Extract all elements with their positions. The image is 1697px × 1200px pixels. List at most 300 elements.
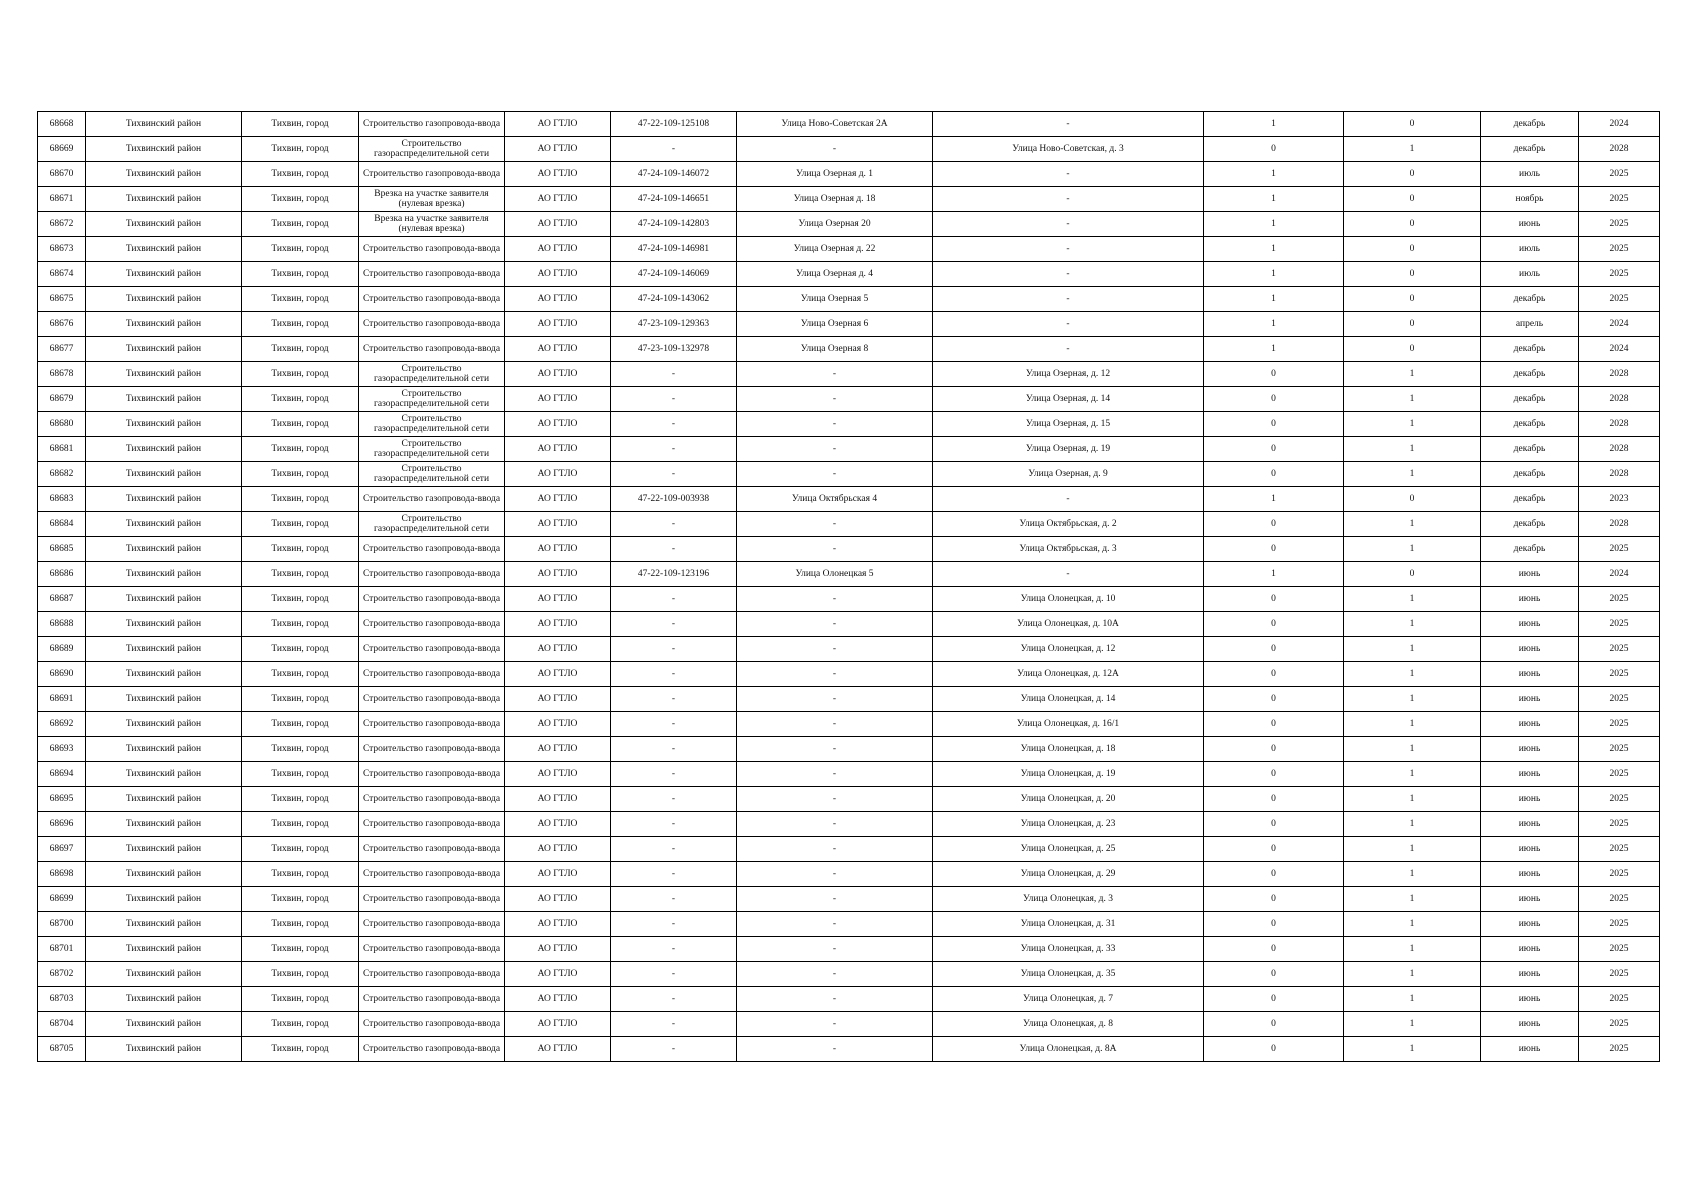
cell-year: 2025 [1579,862,1660,887]
cell-id: 68674 [38,262,86,287]
cell-application-code: 47-24-109-142803 [611,212,737,237]
cell-work-type: Строительство газораспределительной сети [359,387,505,412]
cell-address-network: Улица Озерная, д. 19 [933,437,1204,462]
cell-application-code: 47-22-109-125108 [611,112,737,137]
cell-count-network: 1 [1344,912,1481,937]
cell-settlement: Тихвин, город [242,412,359,437]
cell-id: 68704 [38,1012,86,1037]
cell-address-network: Улица Олонецкая, д. 14 [933,687,1204,712]
cell-count-connection: 0 [1204,412,1344,437]
cell-count-connection: 1 [1204,262,1344,287]
cell-month: июнь [1481,737,1579,762]
cell-count-network: 1 [1344,437,1481,462]
cell-count-network: 1 [1344,987,1481,1012]
cell-count-network: 1 [1344,1037,1481,1062]
table-row [38,762,1660,787]
table-row [38,387,1660,412]
cell-district: Тихвинский район [86,937,242,962]
cell-month: декабрь [1481,487,1579,512]
cell-organization: АО ГТЛО [505,987,611,1012]
cell-work-type: Строительство газопровода-ввода [359,887,505,912]
cell-address-connection: - [737,587,933,612]
cell-work-type: Строительство газопровода-ввода [359,812,505,837]
cell-count-connection: 0 [1204,512,1344,537]
cell-settlement: Тихвин, город [242,437,359,462]
cell-organization: АО ГТЛО [505,687,611,712]
cell-application-code: - [611,637,737,662]
cell-organization: АО ГТЛО [505,162,611,187]
cell-district: Тихвинский район [86,737,242,762]
cell-month: июнь [1481,612,1579,637]
cell-id: 68683 [38,487,86,512]
cell-count-network: 0 [1344,237,1481,262]
cell-count-connection: 1 [1204,487,1344,512]
cell-id: 68671 [38,187,86,212]
cell-application-code: 47-22-109-003938 [611,487,737,512]
cell-count-network: 1 [1344,587,1481,612]
cell-year: 2025 [1579,162,1660,187]
cell-organization: АО ГТЛО [505,712,611,737]
cell-count-network: 1 [1344,612,1481,637]
cell-application-code: - [611,662,737,687]
cell-district: Тихвинский район [86,262,242,287]
cell-month: июнь [1481,662,1579,687]
cell-count-connection: 1 [1204,312,1344,337]
cell-year: 2025 [1579,962,1660,987]
cell-organization: АО ГТЛО [505,912,611,937]
cell-id: 68680 [38,412,86,437]
cell-work-type: Строительство газопровода-ввода [359,162,505,187]
cell-year: 2025 [1579,912,1660,937]
cell-settlement: Тихвин, город [242,537,359,562]
cell-work-type: Строительство газораспределительной сети [359,512,505,537]
cell-settlement: Тихвин, город [242,862,359,887]
cell-settlement: Тихвин, город [242,987,359,1012]
cell-address-network: - [933,562,1204,587]
cell-address-network: Улица Олонецкая, д. 7 [933,987,1204,1012]
cell-count-connection: 1 [1204,212,1344,237]
cell-year: 2025 [1579,837,1660,862]
cell-month: июль [1481,262,1579,287]
cell-organization: АО ГТЛО [505,137,611,162]
table-row [38,312,1660,337]
cell-address-connection: - [737,712,933,737]
cell-year: 2028 [1579,512,1660,537]
cell-settlement: Тихвин, город [242,787,359,812]
cell-address-network: Улица Олонецкая, д. 25 [933,837,1204,862]
cell-address-connection: - [737,662,933,687]
cell-month: декабрь [1481,537,1579,562]
cell-month: июнь [1481,887,1579,912]
cell-count-network: 0 [1344,112,1481,137]
cell-id: 68688 [38,612,86,637]
cell-settlement: Тихвин, город [242,512,359,537]
cell-count-connection: 0 [1204,537,1344,562]
cell-settlement: Тихвин, город [242,287,359,312]
cell-year: 2025 [1579,212,1660,237]
cell-address-network: - [933,487,1204,512]
cell-district: Тихвинский район [86,487,242,512]
cell-settlement: Тихвин, город [242,912,359,937]
cell-application-code: - [611,837,737,862]
cell-address-network: Улица Олонецкая, д. 35 [933,962,1204,987]
cell-address-connection: Улица Озерная 20 [737,212,933,237]
cell-month: июнь [1481,1037,1579,1062]
cell-count-network: 1 [1344,737,1481,762]
cell-organization: АО ГТЛО [505,387,611,412]
cell-count-connection: 1 [1204,337,1344,362]
cell-address-network: Улица Озерная, д. 14 [933,387,1204,412]
cell-address-connection: Улица Озерная д. 22 [737,237,933,262]
cell-work-type: Строительство газопровода-ввода [359,687,505,712]
cell-address-network: - [933,337,1204,362]
table-row [38,787,1660,812]
cell-address-connection: - [737,437,933,462]
cell-organization: АО ГТЛО [505,962,611,987]
table-row [38,562,1660,587]
cell-count-connection: 0 [1204,662,1344,687]
cell-year: 2023 [1579,487,1660,512]
cell-address-connection: - [737,762,933,787]
cell-application-code: 47-24-109-146069 [611,262,737,287]
cell-count-network: 1 [1344,687,1481,712]
cell-address-connection: - [737,1012,933,1037]
cell-application-code: 47-24-109-146651 [611,187,737,212]
cell-district: Тихвинский район [86,112,242,137]
cell-work-type: Строительство газопровода-ввода [359,312,505,337]
table-row [38,937,1660,962]
cell-work-type: Строительство газораспределительной сети [359,362,505,387]
cell-organization: АО ГТЛО [505,862,611,887]
cell-district: Тихвинский район [86,687,242,712]
cell-settlement: Тихвин, город [242,462,359,487]
cell-work-type: Строительство газораспределительной сети [359,412,505,437]
cell-application-code: - [611,887,737,912]
cell-id: 68676 [38,312,86,337]
cell-count-connection: 1 [1204,162,1344,187]
document-page [37,111,1659,1062]
cell-work-type: Строительство газопровода-ввода [359,1037,505,1062]
cell-district: Тихвинский район [86,1012,242,1037]
cell-month: июнь [1481,1012,1579,1037]
cell-month: декабрь [1481,287,1579,312]
cell-address-network: Улица Олонецкая, д. 12А [933,662,1204,687]
cell-work-type: Строительство газопровода-ввода [359,537,505,562]
cell-id: 68686 [38,562,86,587]
cell-address-network: Улица Олонецкая, д. 20 [933,787,1204,812]
cell-organization: АО ГТЛО [505,337,611,362]
cell-district: Тихвинский район [86,237,242,262]
table-row [38,687,1660,712]
cell-address-connection: - [737,412,933,437]
table-row [38,187,1660,212]
cell-month: июнь [1481,837,1579,862]
cell-id: 68668 [38,112,86,137]
cell-organization: АО ГТЛО [505,287,611,312]
cell-month: декабрь [1481,112,1579,137]
cell-settlement: Тихвин, город [242,162,359,187]
cell-address-connection: - [737,387,933,412]
cell-id: 68694 [38,762,86,787]
cell-application-code: - [611,387,737,412]
cell-district: Тихвинский район [86,412,242,437]
cell-address-network: - [933,237,1204,262]
cell-application-code: - [611,537,737,562]
cell-month: июнь [1481,637,1579,662]
cell-count-network: 1 [1344,512,1481,537]
cell-address-connection: Улица Октябрьская 4 [737,487,933,512]
cell-count-network: 1 [1344,862,1481,887]
cell-settlement: Тихвин, город [242,112,359,137]
cell-address-connection: - [737,862,933,887]
cell-address-connection: Улица Озерная 6 [737,312,933,337]
cell-district: Тихвинский район [86,287,242,312]
table-row [38,137,1660,162]
cell-address-network: Улица Олонецкая, д. 10 [933,587,1204,612]
cell-count-network: 1 [1344,662,1481,687]
cell-address-network: - [933,312,1204,337]
cell-count-connection: 0 [1204,387,1344,412]
cell-year: 2025 [1579,1037,1660,1062]
table-row [38,162,1660,187]
cell-id: 68673 [38,237,86,262]
cell-address-connection: - [737,887,933,912]
cell-year: 2025 [1579,537,1660,562]
cell-organization: АО ГТЛО [505,512,611,537]
cell-count-connection: 0 [1204,787,1344,812]
cell-id: 68705 [38,1037,86,1062]
cell-count-connection: 0 [1204,1037,1344,1062]
cell-count-connection: 0 [1204,462,1344,487]
cell-application-code: 47-22-109-123196 [611,562,737,587]
cell-address-network: Улица Олонецкая, д. 8 [933,1012,1204,1037]
cell-month: июнь [1481,987,1579,1012]
cell-count-network: 1 [1344,537,1481,562]
cell-count-network: 0 [1344,187,1481,212]
cell-settlement: Тихвин, город [242,762,359,787]
cell-address-connection: - [737,637,933,662]
cell-address-connection: - [737,987,933,1012]
cell-settlement: Тихвин, город [242,812,359,837]
cell-organization: АО ГТЛО [505,362,611,387]
cell-month: июнь [1481,762,1579,787]
cell-count-connection: 0 [1204,812,1344,837]
cell-address-connection: - [737,937,933,962]
cell-year: 2025 [1579,687,1660,712]
cell-address-connection: - [737,912,933,937]
cell-id: 68689 [38,637,86,662]
table-row [38,337,1660,362]
cell-id: 68690 [38,662,86,687]
cell-month: июнь [1481,812,1579,837]
cell-month: апрель [1481,312,1579,337]
cell-settlement: Тихвин, город [242,237,359,262]
cell-settlement: Тихвин, город [242,137,359,162]
cell-address-connection: Улица Ново-Советская 2А [737,112,933,137]
cell-count-network: 0 [1344,337,1481,362]
cell-address-connection: - [737,137,933,162]
cell-address-network: Улица Олонецкая, д. 19 [933,762,1204,787]
cell-organization: АО ГТЛО [505,612,611,637]
cell-settlement: Тихвин, город [242,737,359,762]
cell-settlement: Тихвин, город [242,687,359,712]
cell-application-code: - [611,687,737,712]
cell-settlement: Тихвин, город [242,887,359,912]
cell-district: Тихвинский район [86,512,242,537]
table-row [38,237,1660,262]
cell-work-type: Строительство газопровода-ввода [359,737,505,762]
cell-year: 2028 [1579,412,1660,437]
table-row [38,1012,1660,1037]
cell-year: 2025 [1579,887,1660,912]
cell-month: декабрь [1481,462,1579,487]
cell-count-network: 1 [1344,362,1481,387]
cell-count-network: 0 [1344,162,1481,187]
table-row [38,487,1660,512]
cell-district: Тихвинский район [86,862,242,887]
cell-settlement: Тихвин, город [242,1037,359,1062]
cell-month: июнь [1481,862,1579,887]
cell-id: 68692 [38,712,86,737]
cell-organization: АО ГТЛО [505,487,611,512]
cell-district: Тихвинский район [86,587,242,612]
cell-year: 2025 [1579,762,1660,787]
cell-count-network: 1 [1344,137,1481,162]
cell-district: Тихвинский район [86,162,242,187]
cell-month: декабрь [1481,387,1579,412]
cell-id: 68697 [38,837,86,862]
cell-count-network: 1 [1344,387,1481,412]
cell-address-connection: - [737,462,933,487]
cell-application-code: - [611,737,737,762]
cell-work-type: Строительство газопровода-ввода [359,487,505,512]
cell-address-connection: - [737,837,933,862]
cell-count-connection: 0 [1204,1012,1344,1037]
cell-year: 2024 [1579,337,1660,362]
cell-count-network: 1 [1344,787,1481,812]
cell-work-type: Строительство газопровода-ввода [359,662,505,687]
cell-settlement: Тихвин, город [242,362,359,387]
cell-year: 2025 [1579,1012,1660,1037]
table-row [38,362,1660,387]
cell-count-connection: 0 [1204,912,1344,937]
cell-district: Тихвинский район [86,187,242,212]
cell-year: 2025 [1579,712,1660,737]
cell-settlement: Тихвин, город [242,937,359,962]
cell-address-connection: Улица Озерная д. 18 [737,187,933,212]
cell-count-connection: 0 [1204,837,1344,862]
cell-organization: АО ГТЛО [505,462,611,487]
cell-organization: АО ГТЛО [505,937,611,962]
cell-district: Тихвинский район [86,787,242,812]
table-row [38,862,1660,887]
cell-month: июнь [1481,212,1579,237]
cell-work-type: Строительство газопровода-ввода [359,587,505,612]
cell-id: 68685 [38,537,86,562]
cell-id: 68669 [38,137,86,162]
cell-year: 2025 [1579,937,1660,962]
cell-address-network: Улица Олонецкая, д. 23 [933,812,1204,837]
table-row [38,812,1660,837]
cell-work-type: Врезка на участке заявителя (нулевая врезка) [359,187,505,212]
cell-count-connection: 0 [1204,137,1344,162]
cell-district: Тихвинский район [86,887,242,912]
cell-count-connection: 0 [1204,712,1344,737]
cell-settlement: Тихвин, город [242,637,359,662]
table-row [38,962,1660,987]
cell-id: 68691 [38,687,86,712]
cell-application-code: - [611,137,737,162]
cell-work-type: Строительство газопровода-ввода [359,637,505,662]
cell-settlement: Тихвин, город [242,712,359,737]
table-row [38,112,1660,137]
cell-application-code: - [611,412,737,437]
cell-count-network: 0 [1344,212,1481,237]
cell-count-network: 1 [1344,462,1481,487]
table-row [38,287,1660,312]
cell-month: июль [1481,237,1579,262]
cell-year: 2024 [1579,112,1660,137]
cell-address-network: Улица Олонецкая, д. 31 [933,912,1204,937]
cell-district: Тихвинский район [86,437,242,462]
cell-address-network: Улица Октябрьская, д. 2 [933,512,1204,537]
cell-count-network: 1 [1344,637,1481,662]
cell-application-code: 47-24-109-146981 [611,237,737,262]
cell-application-code: - [611,462,737,487]
cell-address-network: Улица Ново-Советская, д. 3 [933,137,1204,162]
cell-count-connection: 0 [1204,887,1344,912]
cell-organization: АО ГТЛО [505,662,611,687]
cell-month: ноябрь [1481,187,1579,212]
cell-id: 68670 [38,162,86,187]
cell-organization: АО ГТЛО [505,437,611,462]
cell-id: 68702 [38,962,86,987]
cell-year: 2025 [1579,987,1660,1012]
cell-year: 2028 [1579,462,1660,487]
cell-address-network: Улица Олонецкая, д. 33 [933,937,1204,962]
cell-count-connection: 0 [1204,987,1344,1012]
cell-district: Тихвинский район [86,387,242,412]
data-table [37,111,1660,1062]
cell-address-connection: - [737,812,933,837]
cell-address-network: Улица Октябрьская, д. 3 [933,537,1204,562]
cell-work-type: Строительство газопровода-ввода [359,287,505,312]
cell-work-type: Строительство газораспределительной сети [359,137,505,162]
cell-address-network: Улица Озерная, д. 12 [933,362,1204,387]
cell-id: 68687 [38,587,86,612]
cell-year: 2025 [1579,187,1660,212]
cell-work-type: Строительство газопровода-ввода [359,912,505,937]
cell-count-connection: 0 [1204,362,1344,387]
cell-organization: АО ГТЛО [505,212,611,237]
cell-month: июнь [1481,562,1579,587]
cell-application-code: - [611,962,737,987]
cell-district: Тихвинский район [86,462,242,487]
cell-work-type: Строительство газопровода-ввода [359,962,505,987]
table-row [38,412,1660,437]
cell-month: декабрь [1481,137,1579,162]
cell-month: июнь [1481,912,1579,937]
cell-work-type: Строительство газопровода-ввода [359,787,505,812]
table-row [38,1037,1660,1062]
table-row [38,262,1660,287]
cell-address-network: Улица Олонецкая, д. 16/1 [933,712,1204,737]
cell-month: декабрь [1481,412,1579,437]
cell-application-code: - [611,362,737,387]
cell-year: 2025 [1579,787,1660,812]
cell-id: 68681 [38,437,86,462]
cell-district: Тихвинский район [86,212,242,237]
